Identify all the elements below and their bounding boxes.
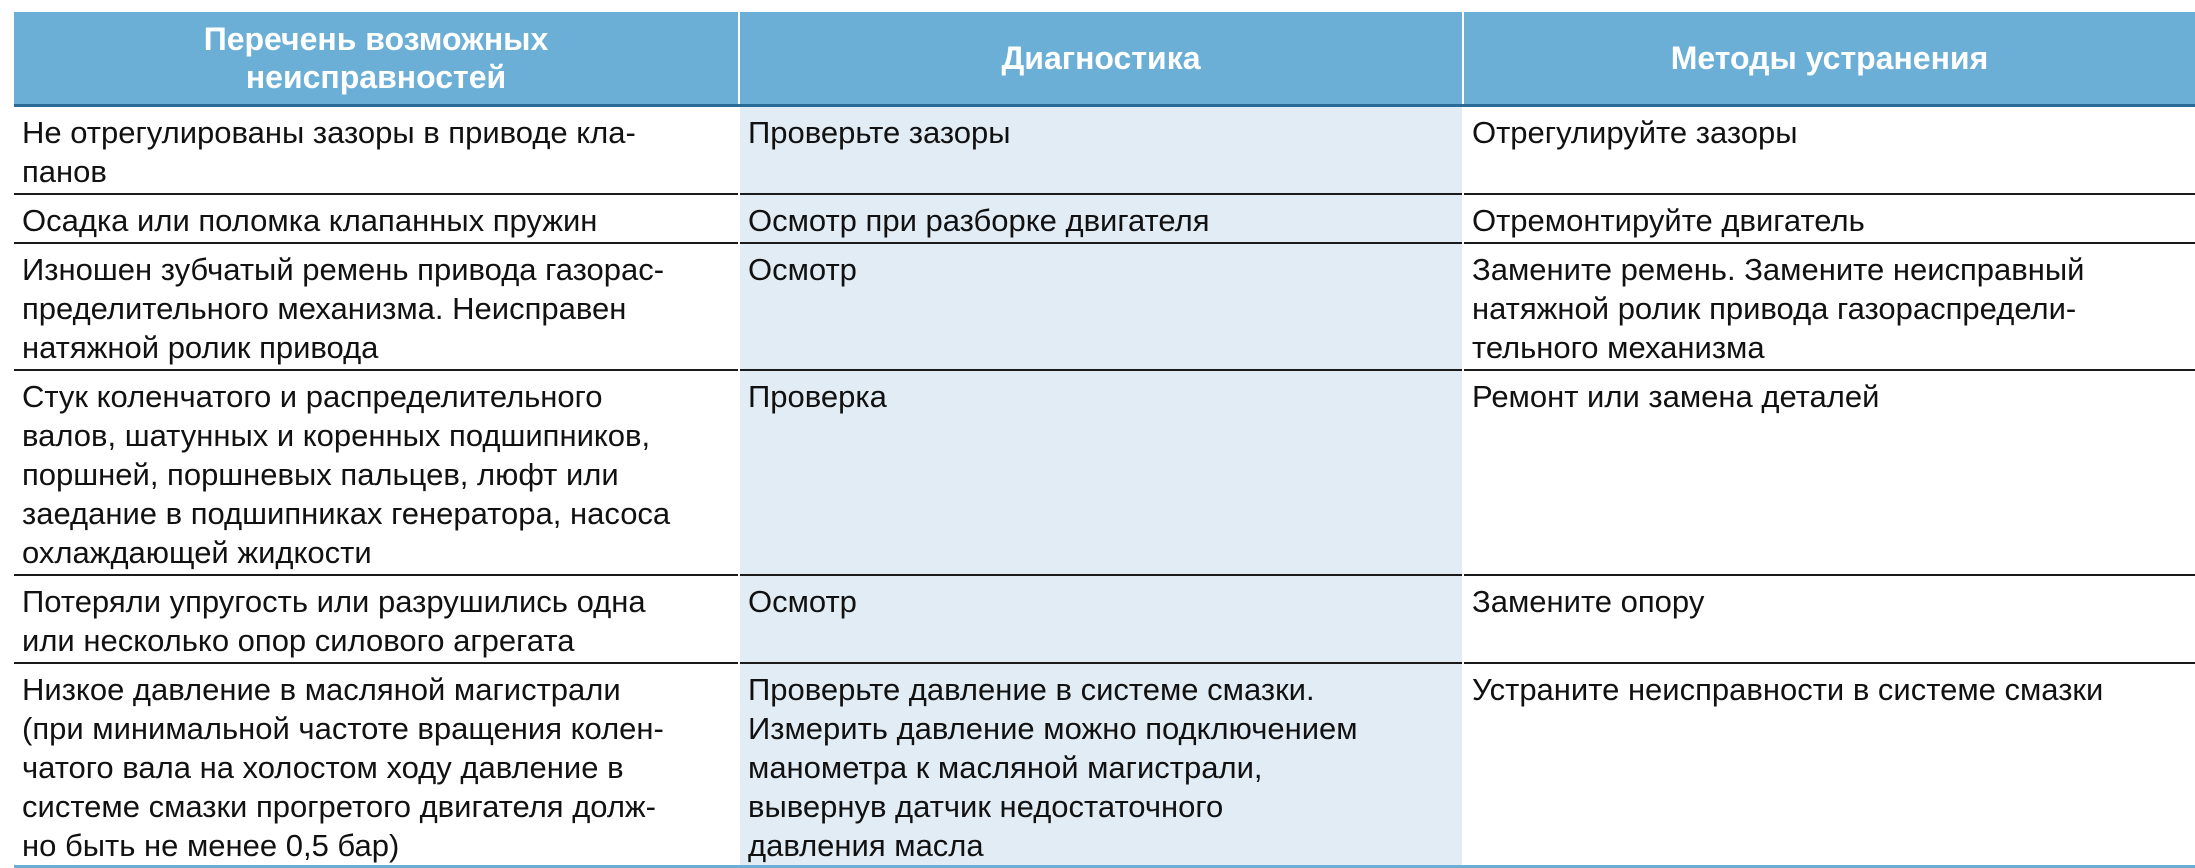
cell-remedy: Устраните неисправности в системе смазки [1463,663,2195,867]
table-header [14,12,2195,106]
table-body [14,106,2195,868]
cell-fault: Не отрегулированы зазоры в приводе кла- панов [22,115,636,189]
cell-fault: Изношен зубчатый ремень привода газорас- пределительного механизма. Неисправен натяжной ролик привода [14,243,739,370]
table-row [14,575,2195,663]
cell-remedy: Замените опору [1463,575,2195,663]
troubleshooting-table-wrapper [14,12,2195,867]
cell-fault: Стук коленчатого и распределительного валов, шатунных и коренных подшипников, поршней, поршневых пальцев, люфт или заедание в подшипниках генератора, насоса охлаждающей жидкости [14,370,739,575]
header-row [14,12,2195,106]
cell-diagnostics: Проверьте давление в системе смазки. Измерить давление можно подключением манометра к масляной магистрали, вывернув датчик недостаточного давления масла [739,663,1463,867]
cell-fault: Потеряли упругость или разрушились одна или несколько опор силового агрегата [14,575,739,663]
cell-fault: Осадка или поломка клапанных пружин [14,194,739,243]
table-row [14,106,2195,195]
troubleshooting-table [14,12,2195,867]
cell-remedy: Отрегулируйте зазоры [1472,115,1798,150]
table-row [14,663,2195,867]
table-row [14,243,2195,370]
cell-diagnostics: Осмотр [739,243,1463,370]
cell-remedy: Замените ремень. Замените неисправный натяжной ролик привода газораспредели- тельного механизма [1463,243,2195,370]
cell-diagnostics: Проверьте зазоры [739,106,1463,195]
header-diagnostics: Диагностика [739,12,1463,106]
cell-fault: Низкое давление в масляной магистрали (при минимальной частоте вращения колен- чатого вала на холостом ходу давление в системе смазки прогретого двигателя долж- но быть не менее 0,5 бар) [14,663,739,867]
cell-diagnostics: Проверка [739,370,1463,575]
cell-diagnostics: Осмотр [739,575,1463,663]
table-row [14,194,2195,243]
cell-diagnostics: Осмотр при разборке двигателя [739,194,1463,243]
header-faults-line-2: неисправностей [245,59,507,95]
header-faults-line-1: Перечень возможных [203,21,549,57]
cell-remedy: Отремонтируйте двигатель [1463,194,2195,243]
header-remedies: Методы устранения [1463,12,2195,106]
cell-remedy: Ремонт или замена деталей [1463,370,2195,575]
table-row [14,370,2195,575]
header-faults [14,12,739,106]
